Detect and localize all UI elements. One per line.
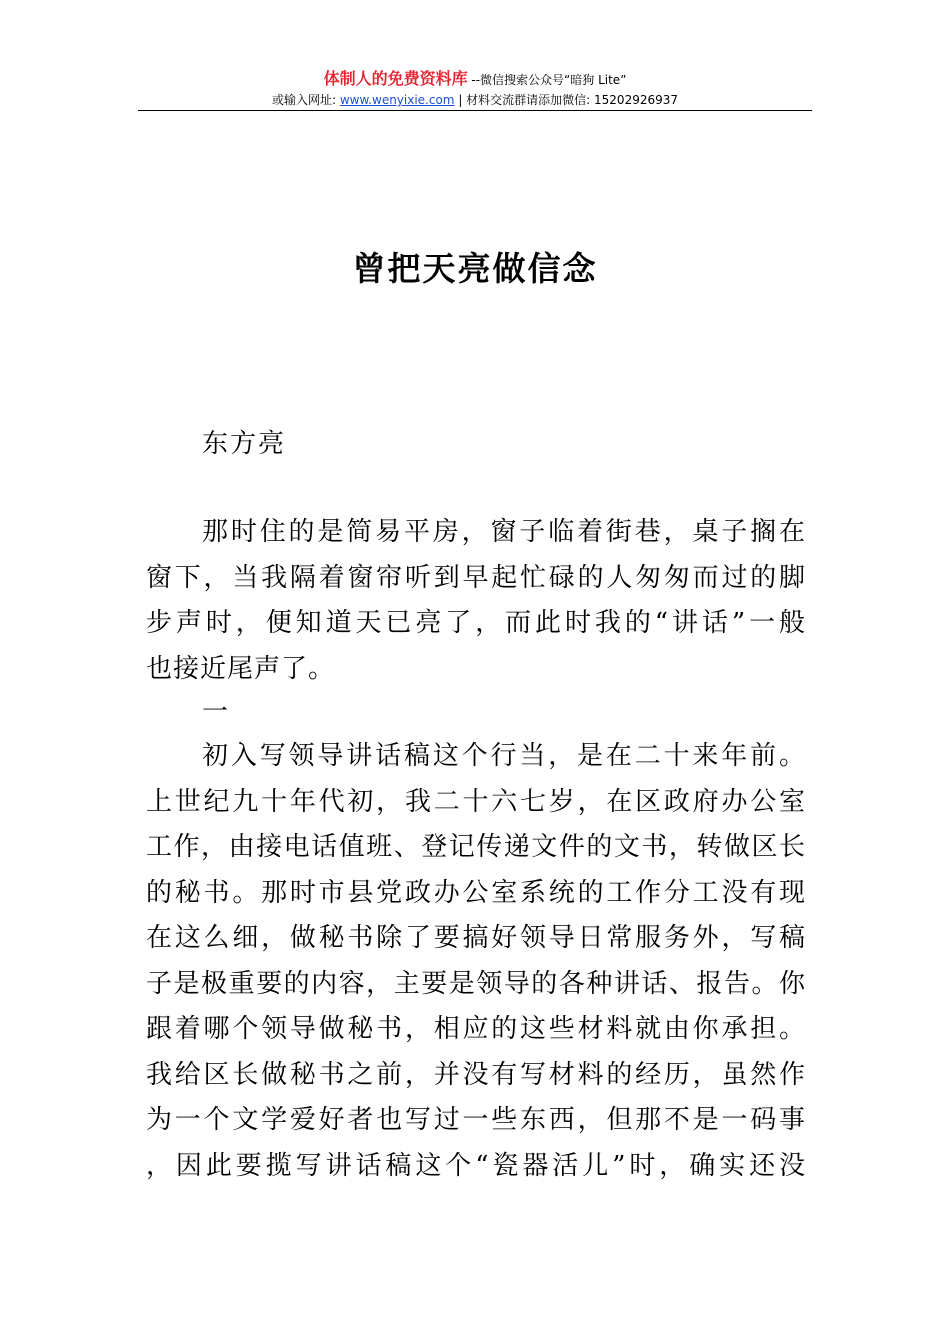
paragraph-line: 窗下，当我隔着窗帘听到早起忙碌的人匆匆而过的脚 (146, 562, 806, 593)
paragraph-line: 子是极重要的内容，主要是领导的各种讲话、报告。你 (146, 968, 806, 999)
url-prefix: 或输入网址: (271, 93, 340, 107)
paragraph-2 (146, 734, 806, 1189)
contact-info: | 材料交流群请添加微信: 15202926937 (454, 93, 679, 107)
header-brand-line (138, 68, 812, 91)
paragraph-line: 初入写领导讲话稿这个行当，是在二十来年前。 (202, 741, 806, 771)
paragraph-line: 上世纪九十年代初，我二十六七岁，在区政府办公室 (146, 786, 806, 817)
section-number: 一 (202, 697, 229, 727)
website-link[interactable]: www.wenyixie.com (339, 93, 455, 107)
header-contact-line (138, 91, 812, 109)
paragraph-line: 工作，由接电话值班、登记传递文件的文书，转做区长 (146, 832, 806, 862)
document-header (138, 68, 812, 109)
paragraph-line: 也接近尾声了。 (146, 653, 336, 684)
paragraph-line: ，因此要揽写讲话稿这个“瓷器活儿”时，确实还没 (146, 1150, 806, 1181)
paragraph-line: 跟着哪个领导做秘书，相应的这些材料就由你承担。 (146, 1014, 806, 1044)
article-title: 曾把天亮做信念 (352, 249, 598, 288)
paragraph-1 (146, 510, 806, 692)
paragraph-line: 步声时，便知道天已亮了，而此时我的“讲话”一般 (146, 608, 806, 638)
header-tagline: --微信搜索公众号“暗狗 Lite” (467, 73, 627, 87)
paragraph-line: 在这么细，做秘书除了要搞好领导日常服务外，写稿 (146, 923, 806, 953)
brand-name: 体制人的免费资料库 (323, 69, 468, 88)
paragraph-line: 为一个文学爱好者也写过一些东西，但那不是一码事 (146, 1105, 806, 1135)
article-author: 东方亮 (202, 429, 287, 459)
paragraph-line: 那时住的是简易平房，窗子临着街巷，桌子搁在 (202, 517, 806, 547)
paragraph-line: 我给区长做秘书之前，并没有写材料的经历，虽然作 (146, 1059, 806, 1090)
paragraph-line: 的秘书。那时市县党政办公室系统的工作分工没有现 (146, 877, 806, 908)
header-divider (138, 110, 812, 111)
